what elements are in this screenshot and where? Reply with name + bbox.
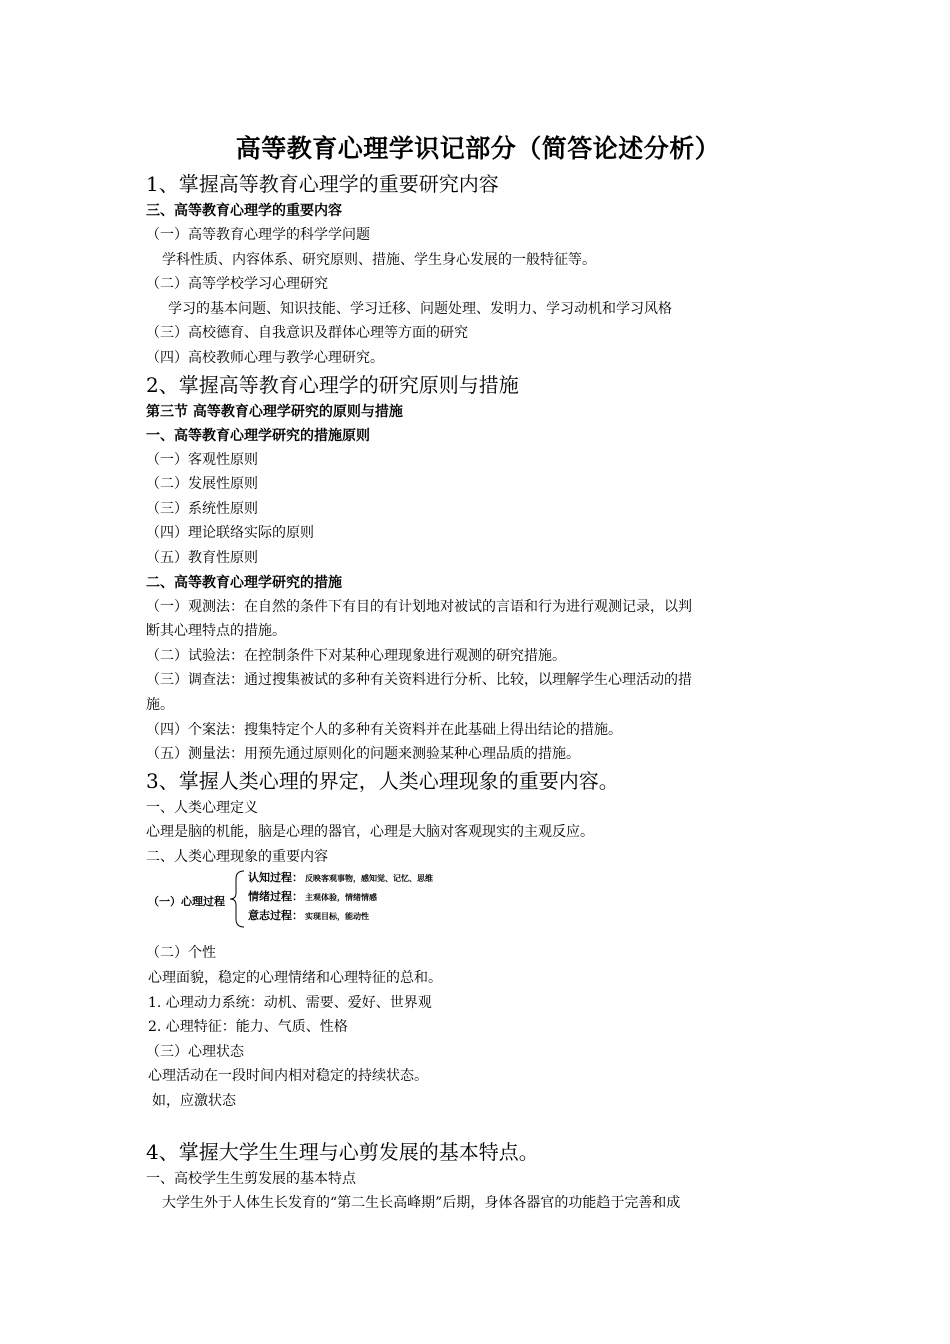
section-heading-1: 1、掌握高等教育心理学的重要研究内容 (146, 172, 499, 196)
spacer (146, 1114, 810, 1138)
paragraph: 大学生外于人体生长发育的“第二生长高峰期”后期，身体各器官的功能趋于完善和成 (162, 1195, 681, 1212)
paragraph: （二）高等学校学习心理研究 (146, 276, 328, 293)
paragraph: 施。 (146, 696, 174, 713)
brace-icon (228, 869, 248, 929)
paragraph: 一、高校学生生剪发展的基本特点 (146, 1170, 356, 1187)
list-item: （一）客观性原则 (146, 451, 258, 468)
list-item: （四）理论联络实际的原则 (146, 525, 314, 542)
paragraph: 学科性质、内容体系、研究原则、措施、学生身心发展的一般特征等。 (162, 251, 596, 268)
page-title: 高等教育心理学识记部分（简答论述分析） (235, 134, 721, 163)
diagram-branch-will: 意志过程： 实现目标，能动性 (248, 909, 369, 923)
paragraph: （二）试验法：在控制条件下对某种心理现象进行观测的研究措施。 (146, 647, 566, 664)
list-item: （二）发展性原则 (146, 476, 258, 493)
paragraph: （五）测量法：用预先通过原则化的问题来测验某种心理品质的措施。 (146, 746, 580, 763)
paragraph: （三）调查法：通过搜集被试的多种有关资料进行分析、比较，以理解学生心理活动的措 (146, 672, 692, 689)
paragraph: 二、人类心理现象的重要内容 (146, 848, 328, 865)
section-heading-4: 4、掌握大学生生理与心剪发展的基本特点。 (146, 1139, 539, 1164)
section-title: 第三节 高等教育心理学研究的原则与措施 (146, 403, 403, 420)
paragraph: 心理活动在一段时间内相对稳定的持续状态。 (148, 1068, 428, 1085)
paragraph: （三）心理状态 (146, 1043, 244, 1060)
section-heading-3: 3、掌握人类心理的界定，人类心理现象的重要内容。 (146, 768, 619, 793)
mental-process-diagram (146, 869, 810, 941)
list-item: （三）系统性原则 (146, 500, 258, 517)
list-item: （五）教育性原则 (146, 549, 258, 566)
paragraph: 心理面貌，稳定的心理情绪和心理特征的总和。 (148, 970, 442, 987)
paragraph: 1. 心理动力系统：动机、需要、爱好、世界观 (148, 994, 432, 1011)
paragraph: （四）高校教师心理与教学心理研究。 (146, 349, 384, 366)
paragraph: （四）个案法：搜集特定个人的多种有关资料并在此基础上得出结论的措施。 (146, 721, 622, 738)
paragraph: 心理是脑的机能，脑是心理的器官，心理是大脑对客观现实的主观反应。 (146, 824, 594, 841)
paragraph: 一、人类心理定义 (146, 799, 258, 816)
paragraph: 学习的基本问题、知识技能、学习迁移、问题处理、发明力、学习动机和学习风格 (168, 300, 672, 317)
paragraph: 如，应激状态 (152, 1093, 236, 1110)
subheading: 三、高等教育心理学的重要内容 (146, 203, 342, 219)
diagram-branch-emotion: 情绪过程： 主观体验，情绪情感 (248, 890, 377, 904)
subheading: 一、高等教育心理学研究的措施原则 (146, 427, 370, 444)
paragraph: 2. 心理特征：能力、气质、性格 (148, 1019, 348, 1036)
paragraph: （一）观测法：在自然的条件下有目的有计划地对被试的言语和行为进行观测记录，以判 (146, 598, 692, 615)
subheading: 二、高等教育心理学研究的措施 (146, 574, 342, 591)
document-page (146, 128, 810, 1216)
paragraph: 断其心理特点的措施。 (146, 623, 286, 640)
paragraph: （一）高等教育心理学的科学学问题 (146, 227, 370, 243)
paragraph: （三）高校德育、自我意识及群体心理等方面的研究 (146, 325, 468, 342)
paragraph: （二）个性 (146, 945, 216, 962)
diagram-root-label: （一）心理过程 (148, 895, 225, 909)
section-heading-2: 2、掌握高等教育心理学的研究原则与措施 (146, 372, 519, 397)
diagram-branch-cognition: 认知过程： 反映客观事物，感知觉、记忆、思维 (248, 871, 433, 885)
